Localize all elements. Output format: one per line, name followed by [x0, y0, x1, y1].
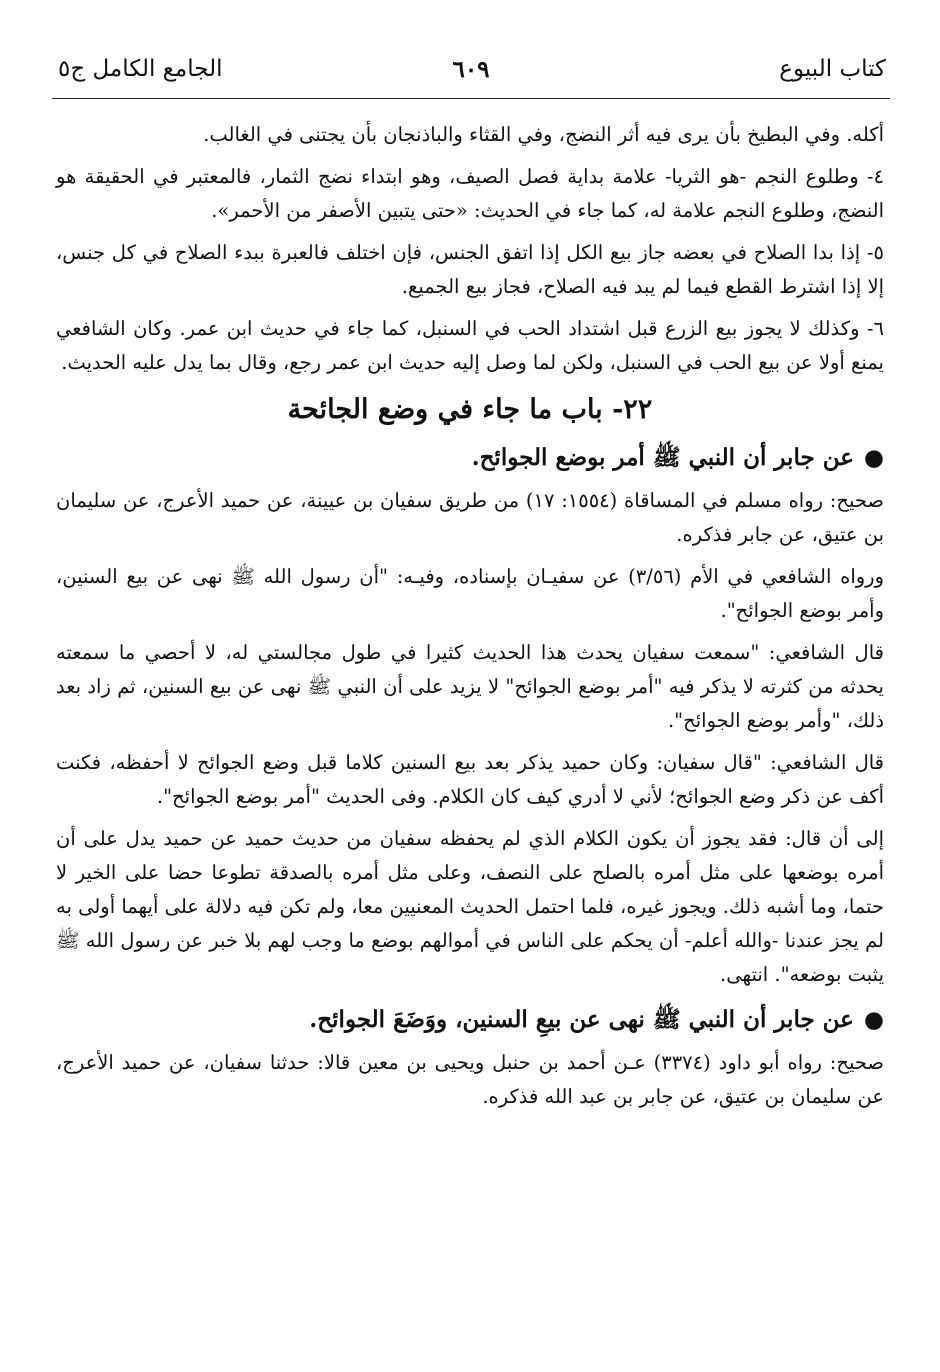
paragraph: صحيح: رواه أبو داود (٣٣٧٤) عـن أحمد بن حنبل ويحيى بن معين قالا: حدثنا سفيان، عن حميد الأعرج، عن سليمان بن عتيق، عن جابر بن عبد الله فذكره. — [56, 1051, 884, 1108]
hadith-2: عن جابر أن النبي ﷺ نهى عن بيعِ السنين، ووَضَعَ الجوائح. — [309, 1006, 854, 1033]
paragraph: قال الشافعي: "قال سفيان: وكان حميد يذكر بعد بيع السنين كلاما قبل وضع الجوائح لا أحفظه، فكنت أكف عن ذكر وضع الجوائح؛ لأني لا أدري كيف كان الكلام. وفى الحديث "أمر بوضع الجوائح". — [56, 751, 884, 808]
header-rule — [52, 98, 890, 99]
paragraph: صحيح: رواه مسلم في المساقاة (١٥٥٤: ١٧) من طريق سفيان بن عيينة، عن حميد الأعرج، عن سليمان بن عتيق، عن جابر فذكره. — [56, 489, 884, 546]
hadith-1: عن جابر أن النبي ﷺ أمر بوضع الجوائح. — [471, 444, 854, 471]
paragraph: ٦- وكذلك لا يجوز بيع الزرع قبل اشتداد الحب في السنبل، كما جاء في حديث ابن عمر. وكان الشافعي يمنع أولا عن بيع الحب في السنبل، ولكن لما وصل إليه حديث ابن عمر رجع، وقال بما يدل عليه الحديث. — [56, 317, 884, 374]
bullet-icon: ● — [863, 1006, 884, 1033]
paragraph: ٤- وطلوع النجم -هو الثريا- علامة بداية فصل الصيف، وهو ابتداء نضج الثمار، فالمعتبر في الحقيقة هو النضج، وطلوع النجم علامة له، كما جاء في الحديث: «حتى يتبين الأصفر من الأحمر». — [56, 165, 884, 222]
section-heading: ٢٢- باب ما جاء في وضع الجائحة — [287, 394, 653, 425]
page-body — [56, 118, 884, 1122]
paragraph: أكله. وفي البطيخ بأن يرى فيه أثر النضج، وفي القثاء والباذنجان بأن يجتنى في الغالب. — [203, 123, 884, 146]
bullet-icon: ● — [863, 444, 884, 471]
page-header — [52, 56, 890, 106]
hadith-text — [56, 1000, 884, 1040]
paragraph: ورواه الشافعي في الأم (٣/٥٦) عن سفيـان بإسناده، وفيـه: "أن رسول الله ﷺ نهى عن بيع السنين، وأمر بوضع الجوائح". — [56, 565, 884, 622]
header-chapter-title: كتاب البيوع — [779, 56, 886, 82]
paragraph: قال الشافعي: "سمعت سفيان يحدث هذا الحديث كثيرا في طول مجالستي له، لا أحصي ما سمعته يحدثه من كثرته لا يذكر فيه "أمر بوضع الجوائح" لا يزيد على أن النبي ﷺ نهى عن بيع السنين، ثم زاد بعد ذلك، "وأمر بوضع الجوائح". — [56, 641, 884, 732]
page-number: ٦٠٩ — [452, 56, 490, 83]
hadith-text — [56, 438, 884, 478]
header-book-title: الجامع الكامل ج٥ — [58, 56, 223, 82]
paragraph: إلى أن قال: فقد يجوز أن يكون الكلام الذي لم يحفظه سفيان من حديث حميد عن حميد يدل على أن أمره بوضعها على مثل أمره بالصلح على النصف، وعلى مثل أمره بالصدقة تطوعا حضا على الخير لا حتما، وما أشبه ذلك. ويجوز غيره، فلما احتمل الحديث المعنيين معا، ولم تكن فيه دلالة على أيهما أولى به لم يجز عندنا -والله أعلم- أن يحكم على الناس في أموالهم بوضع ما وجب لهم بلا خبر عن رسول الله ﷺ يثبت بوضعه". انتهى. — [56, 827, 884, 986]
paragraph: ٥- إذا بدا الصلاح في بعضه جاز بيع الكل إذا اتفق الجنس، فإن اختلف فالعبرة ببدء الصلاح في كل جنس، إلا إذا اشترط القطع فيما لم يبد فيه الصلاح، فجاز بيع الجميع. — [56, 241, 884, 298]
